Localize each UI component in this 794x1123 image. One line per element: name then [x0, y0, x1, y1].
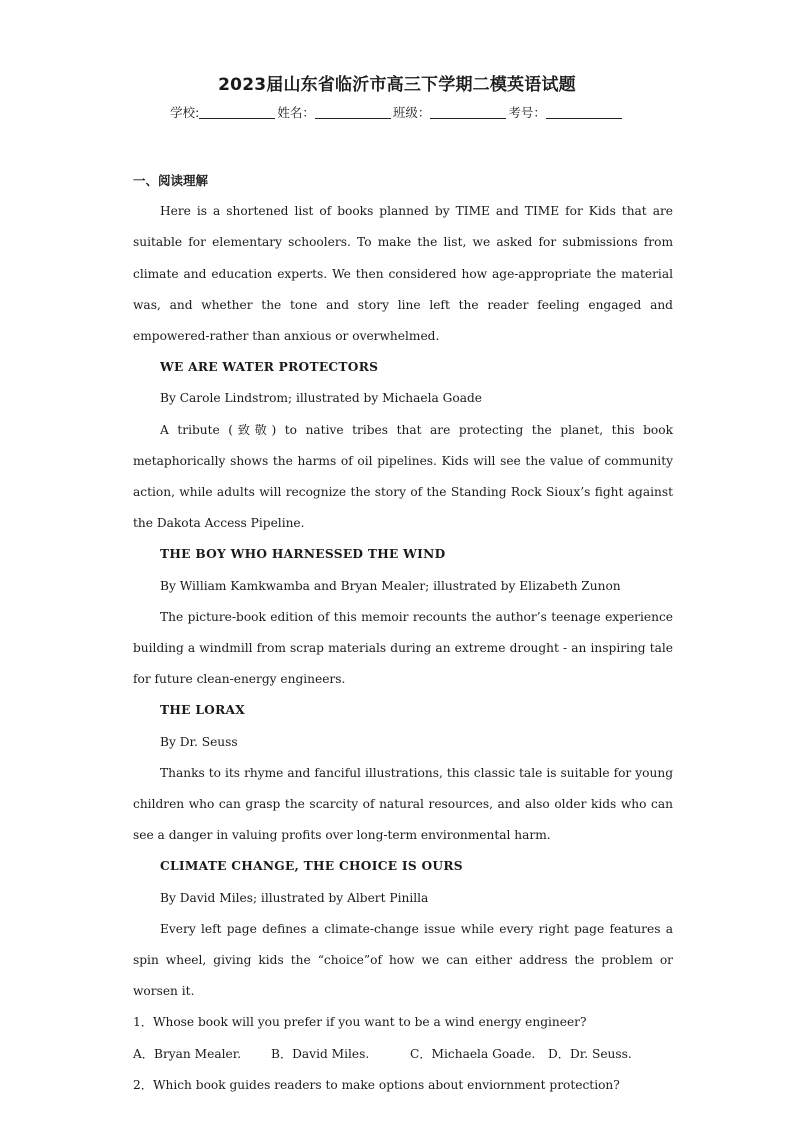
- option-d[interactable]: D．Dr. Seuss.: [548, 1046, 632, 1061]
- book-title: THE LORAX: [160, 703, 246, 718]
- book-title: WE ARE WATER PROTECTORS: [160, 360, 379, 375]
- question-1-options: [133, 1039, 673, 1070]
- book-description: The picture-book edition of this memoir recounts the author’s teenage experience building a windmill from scrap materials during an extreme drought - an inspiring tale for future clean-energy engineers.: [133, 609, 673, 687]
- book-title: THE BOY WHO HARNESSED THE WIND: [160, 547, 446, 562]
- page-title: 2023届山东省临沂市高三下学期二模英语试题: [218, 75, 576, 95]
- intro-paragraph: Here is a shortened list of books planned by TIME and TIME for Kids that are suitable for elementary schoolers. To make the list, we asked for submissions from climate and education experts. We then considered how age-appropriate the material was, and whether the tone and story line left the reader feeling engaged and empowered-rather than anxious or overwhelmed.: [133, 204, 673, 344]
- student-info-line: [0, 103, 794, 121]
- book-description: A tribute (致敬) to native tribes that are protecting the planet, this book metaphorically shows the harms of oil pipelines. Kids will see the value of community action, while adults will recognize the story of the Standing Rock Sioux’s fight against the Dakota Access Pipeline.: [133, 422, 673, 531]
- option-b[interactable]: B．David Miles.: [271, 1046, 370, 1061]
- id-label: 考号：: [508, 105, 546, 120]
- school-label: 学校:: [170, 105, 200, 120]
- book-description: Thanks to its rhyme and fanciful illustrations, this classic tale is suitable for young children who can grasp the scarcity of natural resources, and also older kids who can see a danger in valuing profits over long-term environmental harm.: [133, 765, 673, 843]
- question-1: 1．Whose book will you prefer if you want to be a wind energy engineer?: [133, 1015, 587, 1030]
- book-byline: By Dr. Seuss: [160, 734, 238, 749]
- name-label: 姓名：: [277, 105, 315, 120]
- book-byline: By David Miles; illustrated by Albert Pinilla: [160, 890, 429, 905]
- class-label: 班级：: [392, 105, 431, 120]
- class-blank: [430, 106, 506, 119]
- reading-section: [133, 165, 673, 1101]
- book-byline: By Carole Lindstrom; illustrated by Michaela Goade: [160, 391, 483, 406]
- name-blank: [315, 106, 391, 119]
- book-byline: By William Kamkwamba and Bryan Mealer; illustrated by Elizabeth Zunon: [160, 578, 621, 593]
- option-a[interactable]: A．Bryan Mealer.: [133, 1046, 242, 1061]
- book-title: CLIMATE CHANGE, THE CHOICE IS OURS: [160, 859, 463, 874]
- option-c[interactable]: C．Michaela Goade.: [410, 1046, 536, 1061]
- id-blank: [546, 106, 622, 119]
- book-description: Every left page defines a climate-change issue while every right page features a spin wheel, giving kids the “choice”of how we can either address the problem or worsen it.: [133, 921, 673, 999]
- school-blank: [199, 106, 275, 119]
- section-heading: 一、阅读理解: [133, 173, 209, 188]
- question-2: 2．Which book guides readers to make options about enviornment protection?: [133, 1077, 620, 1092]
